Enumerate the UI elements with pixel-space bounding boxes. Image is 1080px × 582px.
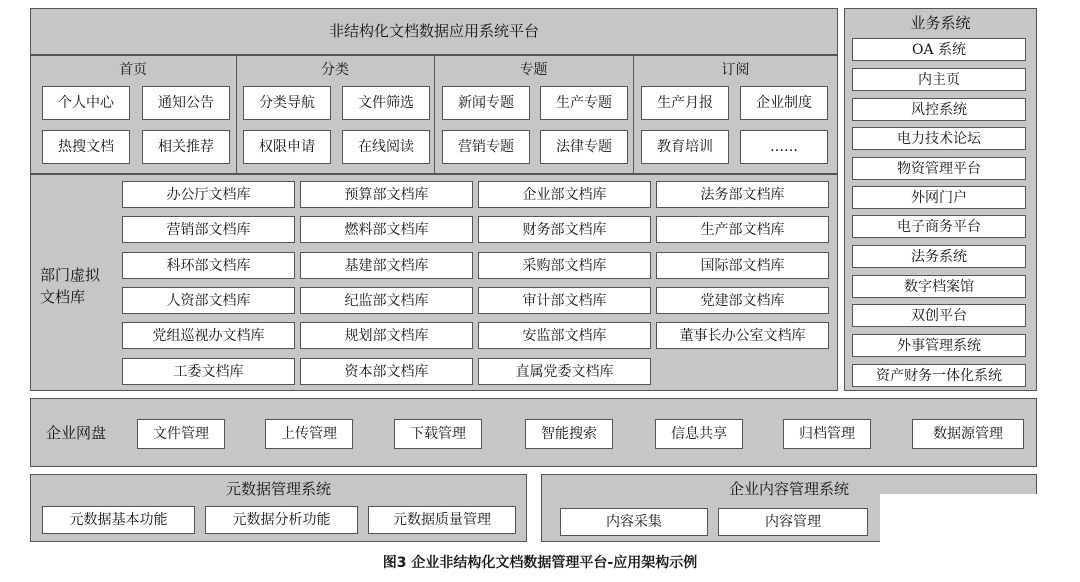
business-system-item[interactable]: OA 系统 (852, 38, 1026, 61)
dept-doc-lib[interactable]: 财务部文档库 (478, 216, 651, 243)
item-marketing-topic[interactable]: 营销专题 (442, 130, 530, 164)
dept-doc-lib[interactable]: 纪监部文档库 (300, 287, 473, 314)
netdisk-item[interactable]: 归档管理 (783, 419, 871, 449)
item-monthly-report[interactable]: 生产月报 (641, 86, 729, 120)
item-education[interactable]: 教育培训 (641, 130, 729, 164)
figure-caption: 图3 企业非结构化文档数据管理平台-应用架构示例 (382, 555, 698, 571)
dept-doc-lib[interactable]: 安监部文档库 (478, 322, 651, 349)
item-hot-docs[interactable]: 热搜文档 (42, 130, 130, 164)
item-category-nav[interactable]: 分类导航 (243, 86, 331, 120)
item-related[interactable]: 相关推荐 (142, 130, 230, 164)
item-production-topic[interactable]: 生产专题 (540, 86, 628, 120)
item-law-topic[interactable]: 法律专题 (540, 130, 628, 164)
dept-doc-lib[interactable]: 办公厅文档库 (122, 181, 295, 208)
dept-doc-lib[interactable]: 基建部文档库 (300, 252, 473, 279)
business-systems-title: 业务系统 (910, 13, 971, 32)
business-system-item[interactable]: 数字档案馆 (852, 275, 1026, 298)
business-system-item[interactable]: 内主页 (852, 68, 1026, 91)
netdisk-item[interactable]: 上传管理 (265, 419, 353, 449)
metadata-item[interactable]: 元数据质量管理 (368, 506, 516, 534)
netdisk-label: 企业网盘 (46, 424, 107, 442)
netdisk-item[interactable]: 文件管理 (137, 419, 225, 449)
section-header-category: 分类 (321, 62, 349, 78)
metadata-item[interactable]: 元数据基本功能 (42, 506, 195, 534)
dept-doc-lib[interactable]: 董事长办公室文档库 (656, 322, 829, 349)
dept-doc-lib[interactable]: 预算部文档库 (300, 181, 473, 208)
netdisk-item[interactable]: 智能搜索 (525, 419, 613, 449)
business-system-item[interactable]: 风控系统 (852, 98, 1026, 121)
dept-doc-lib[interactable]: 规划部文档库 (300, 322, 473, 349)
business-system-item[interactable]: 双创平台 (852, 304, 1026, 327)
dept-doc-lib[interactable]: 科环部文档库 (122, 252, 295, 279)
metadata-title: 元数据管理系统 (225, 479, 331, 498)
netdisk-item[interactable]: 下载管理 (394, 419, 482, 449)
metadata-item[interactable]: 元数据分析功能 (205, 506, 358, 534)
dept-library-label: 部门虚拟 文档库 (40, 266, 101, 306)
business-system-item[interactable]: 外网门户 (852, 186, 1026, 209)
dept-doc-lib[interactable]: 国际部文档库 (656, 252, 829, 279)
dept-doc-lib[interactable]: 资本部文档库 (300, 358, 473, 385)
dept-doc-lib[interactable]: 燃料部文档库 (300, 216, 473, 243)
item-personal-center[interactable]: 个人中心 (42, 86, 130, 120)
content-item[interactable]: 内容采集 (560, 508, 708, 536)
dept-doc-lib[interactable]: 审计部文档库 (478, 287, 651, 314)
dept-doc-lib[interactable]: 法务部文档库 (656, 181, 829, 208)
item-file-filter[interactable]: 文件筛选 (342, 86, 430, 120)
dept-doc-lib[interactable]: 党建部文档库 (656, 287, 829, 314)
business-system-item[interactable]: 法务系统 (852, 245, 1026, 268)
platform-title: 非结构化文档数据应用系统平台 (30, 8, 838, 55)
dept-doc-lib[interactable]: 采购部文档库 (478, 252, 651, 279)
business-system-item[interactable]: 资产财务一体化系统 (852, 364, 1026, 387)
content-panel-white-cutout (880, 494, 1050, 554)
section-header-topic: 专题 (519, 62, 548, 78)
dept-doc-lib[interactable]: 人资部文档库 (122, 287, 295, 314)
item-notice[interactable]: 通知公告 (142, 86, 230, 120)
item-news-topic[interactable]: 新闻专题 (442, 86, 530, 120)
dept-doc-lib[interactable]: 直属党委文档库 (478, 358, 651, 385)
dept-doc-lib[interactable]: 企业部文档库 (478, 181, 651, 208)
section-header-home: 首页 (119, 62, 147, 78)
dept-doc-lib[interactable]: 营销部文档库 (122, 216, 295, 243)
item-enterprise-rules[interactable]: 企业制度 (740, 86, 828, 120)
dept-doc-lib[interactable]: 生产部文档库 (656, 216, 829, 243)
item-more[interactable]: …… (740, 130, 828, 164)
netdisk-item[interactable]: 信息共享 (655, 419, 743, 449)
dept-doc-lib[interactable]: 党组巡视办文档库 (122, 322, 295, 349)
dept-doc-lib[interactable]: 工委文档库 (122, 358, 295, 385)
business-system-item[interactable]: 电子商务平台 (852, 215, 1026, 238)
item-permission-request[interactable]: 权限申请 (243, 130, 331, 164)
business-system-item[interactable]: 物资管理平台 (852, 157, 1026, 180)
business-system-item[interactable]: 电力技术论坛 (852, 127, 1026, 150)
item-online-read[interactable]: 在线阅读 (342, 130, 430, 164)
section-header-subscribe: 订阅 (721, 62, 750, 78)
business-system-item[interactable]: 外事管理系统 (852, 334, 1026, 357)
netdisk-item[interactable]: 数据源管理 (912, 419, 1024, 449)
content-item[interactable]: 内容管理 (718, 508, 868, 536)
content-management-title: 企业内容管理系统 (728, 479, 849, 498)
